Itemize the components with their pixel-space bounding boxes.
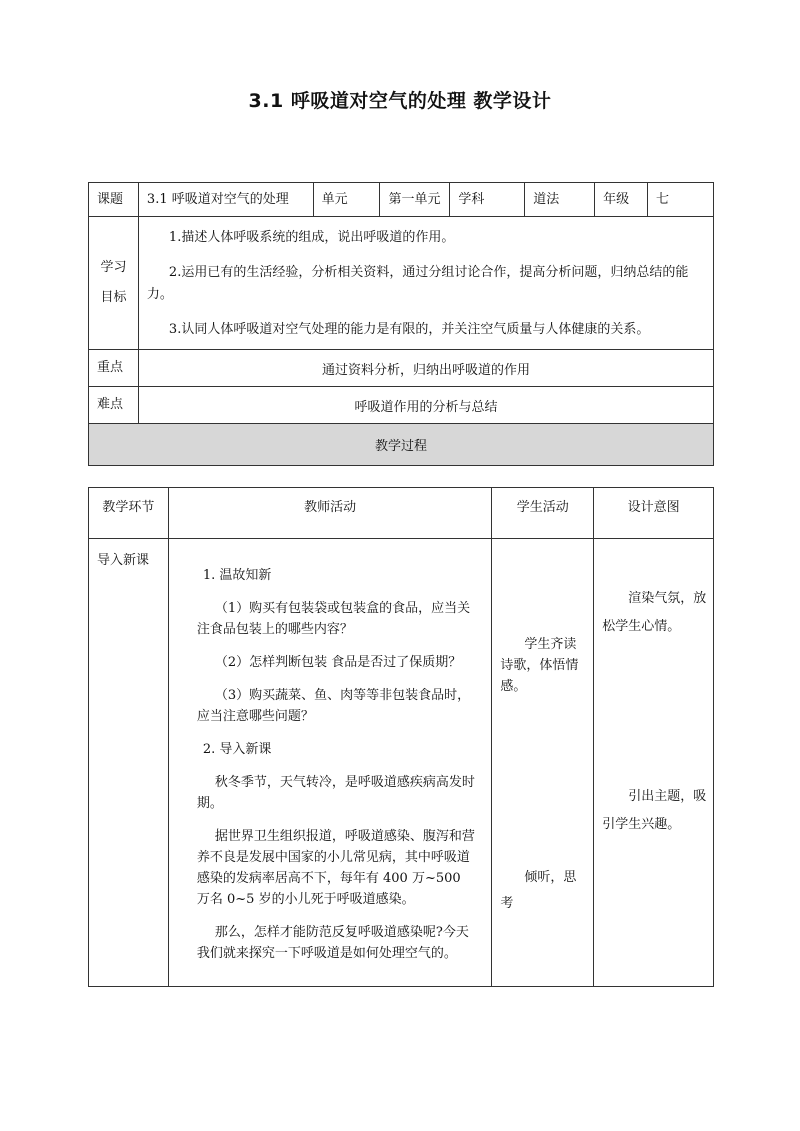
- unit-label: 单元: [313, 183, 380, 217]
- goal-item: 3.认同人体呼吸道对空气处理的能力是有限的，并关注空气质量与人体健康的关系。: [168, 322, 650, 337]
- student-item: 学生齐读诗歌，体悟情感。: [500, 637, 579, 694]
- teacher-item: 1. 温故知新: [202, 568, 272, 583]
- subject-value: 道法: [525, 183, 595, 217]
- teacher-activity: [168, 539, 492, 987]
- teacher-item: 秋冬季节，天气转冷，是呼吸道感疾病高发时期。: [196, 775, 475, 811]
- column-header-design: 设计意图: [594, 488, 714, 539]
- difficulty-label: 难点: [89, 387, 139, 424]
- column-header-stage: 教学环节: [89, 488, 169, 539]
- column-header-teacher: 教师活动: [168, 488, 492, 539]
- teacher-item: 据世界卫生组织报道，呼吸道感染、腹泻和营养不良是发展中国家的小儿常见病，其中呼吸道感染的发病率居高不下，每年有 400 万~500 万名 0~5 岁的小儿死于呼吸道感染。: [196, 829, 475, 907]
- teacher-item: 那么，怎样才能防范反复呼吸道感染呢?今天我们就来探究一下呼吸道是如何处理空气的。: [196, 925, 469, 961]
- design-item: 引出主题，吸引学生兴趣。: [602, 789, 707, 832]
- teacher-item: （2）怎样判断包装 食品是否过了保质期？: [214, 655, 462, 670]
- design-intent: [594, 539, 714, 987]
- column-header-student: 学生活动: [492, 488, 594, 539]
- teacher-item: （3）购买蔬菜、鱼、肉等等非包装食品时，应当注意哪些问题？: [196, 688, 471, 724]
- grade-value: 七: [648, 183, 714, 217]
- goals-label-line2: 目标: [100, 290, 127, 305]
- process-header: 教学过程: [89, 424, 714, 466]
- design-item: 渲染气氛，放松学生心情。: [602, 591, 707, 634]
- student-activity: [492, 539, 594, 987]
- goal-item: 1.描述人体呼吸系统的组成，说出呼吸道的作用。: [168, 230, 455, 245]
- topic-value: 3.1 呼吸道对空气的处理: [138, 183, 313, 217]
- goal-item: 2.运用已有的生活经验，分析相关资料，通过分组讨论合作，提高分析问题，归纳总结的能力。: [146, 265, 689, 302]
- key-point-value: 通过资料分析，归纳出呼吸道的作用: [138, 350, 713, 387]
- page-title: 3.1 呼吸道对空气的处理 教学设计: [248, 90, 552, 112]
- goals-label-line1: 学习: [100, 260, 127, 275]
- process-table: [88, 487, 714, 987]
- subject-label: 学科: [450, 183, 525, 217]
- goals-label: [89, 217, 139, 350]
- teacher-item: （1）购买有包装袋或包装盒的食品，应当关注食品包装上的哪些内容？: [196, 601, 471, 637]
- student-item: 倾听，思考: [500, 870, 577, 911]
- difficulty-value: 呼吸道作用的分析与总结: [138, 387, 713, 424]
- teacher-item: 2. 导入新课: [202, 742, 272, 757]
- unit-value: 第一单元: [380, 183, 450, 217]
- grade-label: 年级: [595, 183, 648, 217]
- topic-label: 课题: [89, 183, 139, 217]
- stage-intro: 导入新课: [89, 539, 169, 987]
- key-point-label: 重点: [89, 350, 139, 387]
- course-info-table: [88, 182, 714, 466]
- goals-content: [138, 217, 713, 350]
